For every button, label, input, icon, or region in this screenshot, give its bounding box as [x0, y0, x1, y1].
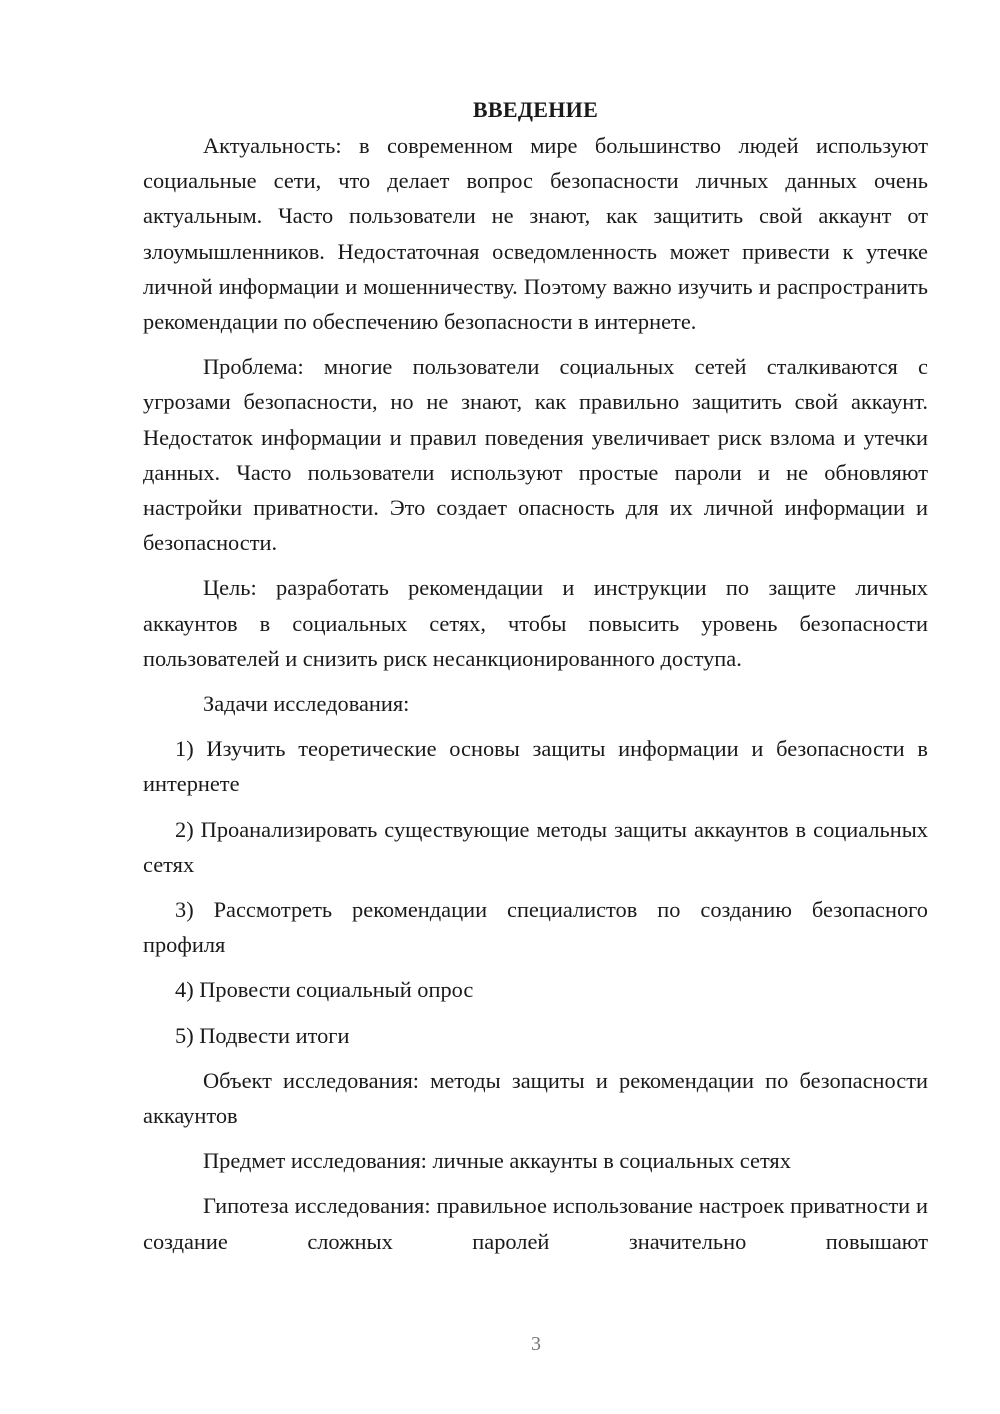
task-item-2: 2) Проанализировать существующие методы защиты аккаунтов в социальных сетях — [143, 816, 928, 877]
tasks-heading: Задачи исследования: — [203, 691, 410, 717]
object-paragraph: Объект исследования: методы защиты и рекомендации по безопасности аккаунтов — [143, 1067, 928, 1129]
section-title: ВВЕДЕНИЕ — [472, 97, 599, 122]
task-item-3: 3) Рассмотреть рекомендации специалистов по созданию безопасного профиля — [143, 897, 928, 958]
problem-paragraph: Проблема: многие пользователи социальных сетей сталкиваются с угрозами безопасности, но не знают, как правильно защитить свой аккаунт. Недостаток информации и правил поведения увеличивает риск взлома и утечки данных. Часто пользователи используют простые пароли и не обновляют настройки приватности. Это создает опасность для их личной информации и безопасности. — [143, 354, 928, 556]
hypothesis-paragraph: Гипотеза исследования: правильное использование настроек приватности и создание сложных паролей значительно повышают — [143, 1193, 928, 1254]
subject-paragraph: Предмет исследования: личные аккаунты в социальных сетях — [203, 1148, 791, 1174]
document-page — [143, 92, 928, 1259]
page-number: 3 — [531, 1333, 541, 1355]
relevance-paragraph: Актуальность: в современном мире большинство людей используют социальные сети, что делает вопрос безопасности личных данных очень актуальным. Часто пользователи не знают, как защитить свой аккаунт от злоумышленников. Недостаточная осведомленность может привести к утечке личной информации и мошенничеству. Поэтому важно изучить и распространить рекомендации по обеспечению безопасности в интернете. — [143, 133, 928, 335]
task-item-4: 4) Провести социальный опрос — [175, 977, 474, 1003]
goal-paragraph: Цель: разработать рекомендации и инструкции по защите личных аккаунтов в социальных сетях, чтобы повысить уровень безопасности пользователей и снизить риск несанкционированного доступа. — [143, 575, 928, 671]
task-item-1: 1) Изучить теоретические основы защиты информации и безопасности в интернете — [143, 736, 928, 797]
task-item-5: 5) Подвести итоги — [175, 1022, 350, 1048]
